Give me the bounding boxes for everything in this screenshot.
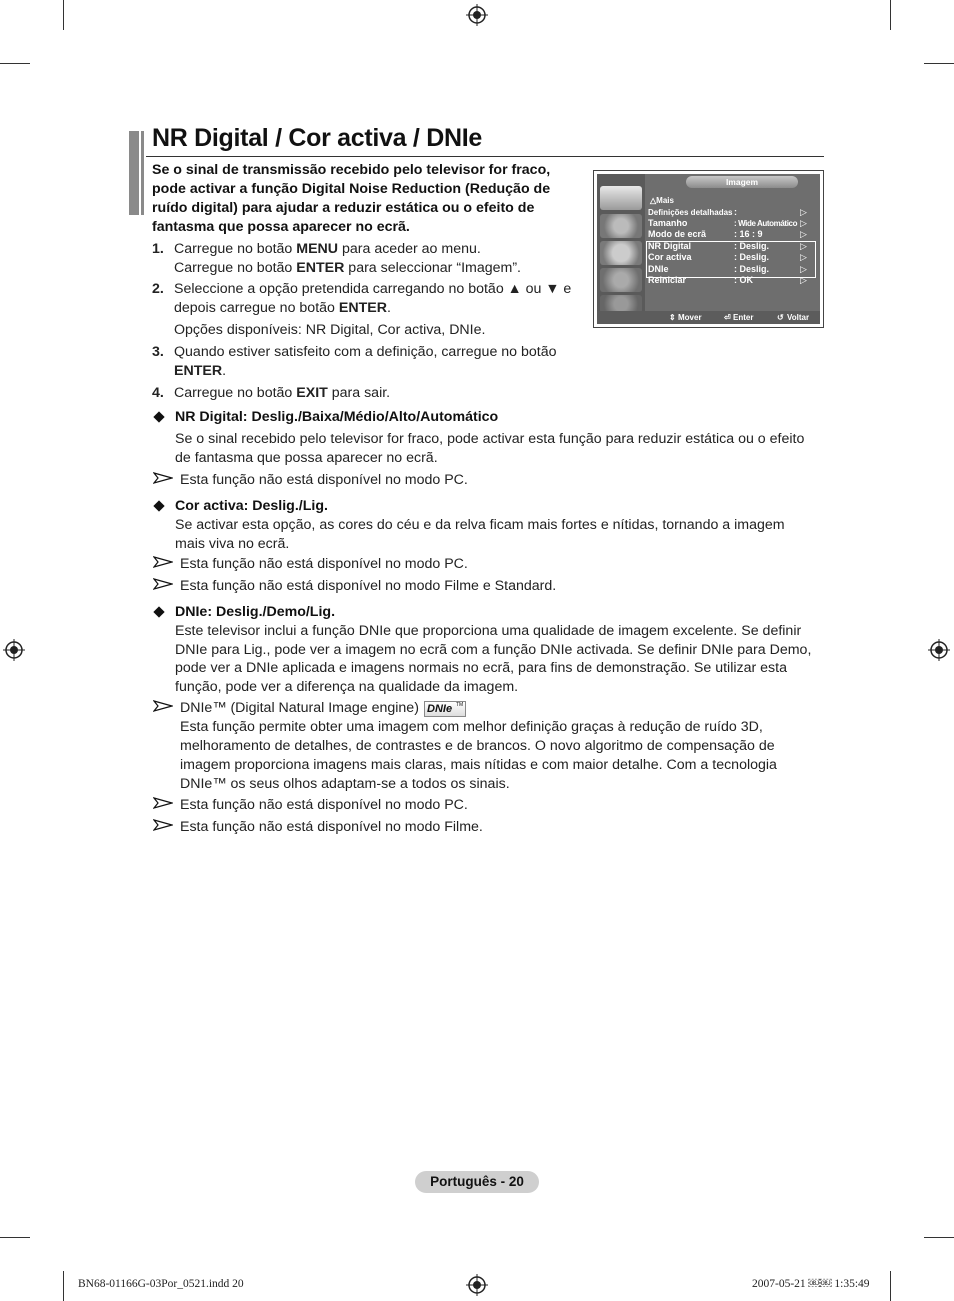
note-text: Esta função não está disponível no modo PC. [180, 797, 468, 813]
crop-mark [924, 63, 954, 64]
section-body-line: mais viva no ecrã. [175, 536, 290, 552]
note-text: Esta função não está disponível no modo Filme. [180, 819, 483, 835]
tv-footer-move: Mover [678, 313, 702, 322]
dnie-note-line: imagem proporciona imagens mais claras, mais nítidas e com maior detalhe. Com a tecnologia [180, 757, 777, 773]
step-number: 4. [152, 385, 164, 401]
registration-mark-icon [466, 1274, 488, 1296]
crop-mark [0, 63, 30, 64]
tv-menu-row-value: : [734, 207, 737, 217]
return-icon: ↺ [777, 313, 784, 322]
channel-menu-icon [600, 241, 642, 265]
triangle-right-icon: ▷ [800, 207, 807, 217]
tv-menu-footer [597, 311, 820, 324]
crop-mark [890, 1271, 891, 1301]
crop-mark [890, 0, 891, 30]
triangle-right-icon: ▷ [800, 218, 807, 228]
tv-menu-row-value: : 16 : 9 [734, 229, 763, 239]
tv-menu-row-label: Modo de ecrã [648, 229, 707, 239]
setup-menu-icon [600, 268, 642, 292]
step-line: depois carregue no botão ENTER. [174, 300, 391, 316]
dnie-note-title: DNIe™ (Digital Natural Image engine) [180, 700, 419, 716]
dnie-logo: DNIe TM [424, 701, 466, 717]
crop-mark [0, 1237, 30, 1238]
tv-menu-row-label: Cor activa [648, 252, 692, 262]
note-text: Esta função não está disponível no modo Filme e Standard. [180, 578, 557, 594]
dnie-note-line: melhoramento de detalhes, de contrastes e de brancos. O novo algoritmo de compensação de [180, 738, 775, 754]
tv-footer-enter: Enter [733, 313, 754, 322]
heading-side-bar [129, 131, 139, 215]
intro-paragraph: Se o sinal de transmissão recebido pelo televisor for fraco, pode activar a função Digital Noise Reduction (Redução de ruído digital) para ajudar a reduzir estática ou o efeito de fantasma que possa aparecer no ecrã. [152, 162, 551, 235]
triangle-right-icon: ▷ [800, 252, 807, 262]
tv-menu-row-value: : OK [734, 275, 753, 285]
note-arrow-icon [153, 556, 173, 568]
tv-menu-row-label: NR Digital [648, 241, 692, 251]
enter-icon: ⏎ [724, 313, 731, 322]
crop-mark [63, 1271, 64, 1301]
picture-menu-icon [600, 186, 642, 210]
step-line: Carregue no botão ENTER para seleccionar “Imagem”. [174, 260, 521, 276]
crop-mark [63, 0, 64, 30]
step-line: Quando estiver satisfeito com a definição, carregue no botão [174, 344, 557, 360]
step-line: Opções disponíveis: NR Digital, Cor activa, DNIe. [174, 322, 486, 338]
step-line: Seleccione a opção pretendida carregando no botão ▲ ou ▼ e [174, 281, 572, 297]
tv-menu-sidebar [597, 174, 645, 324]
tv-menu-tab: Imagem [686, 176, 798, 188]
registration-mark-icon [3, 639, 25, 661]
registration-mark-icon [928, 639, 950, 661]
slug-left: BN68-01166G-03Por_0521.indd 20 [78, 1278, 244, 1290]
tv-menu-row-value: : Wide Automático [734, 219, 798, 228]
sound-menu-icon [600, 214, 642, 238]
note-arrow-icon [153, 472, 173, 484]
section-heading: DNIe: Deslig./Demo/Lig. [175, 604, 336, 620]
tv-menu-row-value: : Deslig. [734, 252, 770, 262]
tv-menu-row-value: : Deslig. [734, 264, 770, 274]
section-body-line: pode ver a DNIe aplicada e imagens normais no ecrã, para fins de demonstração. Se utilizar esta [175, 660, 787, 676]
tv-menu-row-label: Tamanho [648, 218, 688, 228]
tv-menu-more: △Mais [650, 196, 674, 205]
page-number-label: Português - 20 [415, 1171, 539, 1193]
diamond-bullet-icon [153, 606, 164, 617]
step-number: 3. [152, 344, 164, 360]
step-line: ENTER. [174, 363, 227, 379]
diamond-bullet-icon [153, 411, 164, 422]
triangle-right-icon: ▷ [800, 275, 807, 285]
note-text: Esta função não está disponível no modo PC. [180, 556, 468, 572]
note-arrow-icon [153, 578, 173, 590]
section-body-line: Este televisor inclui a função DNIe que proporciona uma qualidade de imagem excelente. Se definir [175, 623, 802, 639]
section-body-line: Se o sinal recebido pelo televisor for fraco, pode activar esta função para reduzir estática ou o efeito [175, 431, 805, 447]
step-line: Carregue no botão MENU para aceder ao menu. [174, 241, 481, 257]
triangle-right-icon: ▷ [800, 264, 807, 274]
tv-menu-panel [597, 174, 820, 324]
section-body-line: DNIe para Lig., pode ver a imagem no ecrã com a função DNIe activada. Se definir DNIe para Demo, [175, 642, 812, 658]
tv-footer-back: Voltar [787, 313, 810, 322]
section-heading: NR Digital: Deslig./Baixa/Médio/Alto/Automático [175, 409, 499, 425]
note-arrow-icon [153, 797, 173, 809]
title-divider [146, 156, 824, 157]
tv-menu-screenshot [593, 170, 824, 328]
crop-mark [924, 1237, 954, 1238]
tv-menu-row-label: DNIe [648, 264, 669, 274]
updown-icon: ⇕ [669, 313, 676, 322]
step-line: Carregue no botão EXIT para sair. [174, 385, 391, 401]
tv-menu-row-value: : Deslig. [734, 241, 770, 251]
heading-side-bar [141, 131, 144, 215]
triangle-right-icon: ▷ [800, 241, 807, 251]
note-arrow-icon [153, 700, 173, 712]
dnie-note-line: Esta função permite obter uma imagem com melhor definição graças à redução de ruído 3D, [180, 719, 763, 735]
dnie-note-line: DNIe™ os seus olhos adaptam-se a todos os sinais. [180, 776, 510, 792]
slug-right: 2007-05-21 ￼￼ 1:35:49 [752, 1278, 870, 1290]
diamond-bullet-icon [153, 500, 164, 511]
page-title: NR Digital / Cor activa / DNIe [152, 124, 482, 152]
section-body-line: Se activar esta opção, as cores do céu e da relva ficam mais fortes e nítidas, tornando a imagem [175, 517, 785, 533]
section-body-line: função, pode ver a diferença na qualidade da imagem. [175, 679, 519, 695]
step-number: 2. [152, 281, 164, 297]
registration-mark-icon [466, 4, 488, 26]
section-body-line: de fantasma que possa aparecer no ecrã. [175, 450, 438, 466]
tv-menu-row-label: Reiniciar [648, 275, 687, 285]
step-number: 1. [152, 241, 164, 257]
triangle-right-icon: ▷ [800, 229, 807, 239]
section-heading: Cor activa: Deslig./Lig. [175, 498, 328, 514]
note-arrow-icon [153, 819, 173, 831]
tv-menu-row-label: Definições detalhadas [648, 208, 733, 217]
note-text: Esta função não está disponível no modo PC. [180, 472, 468, 488]
